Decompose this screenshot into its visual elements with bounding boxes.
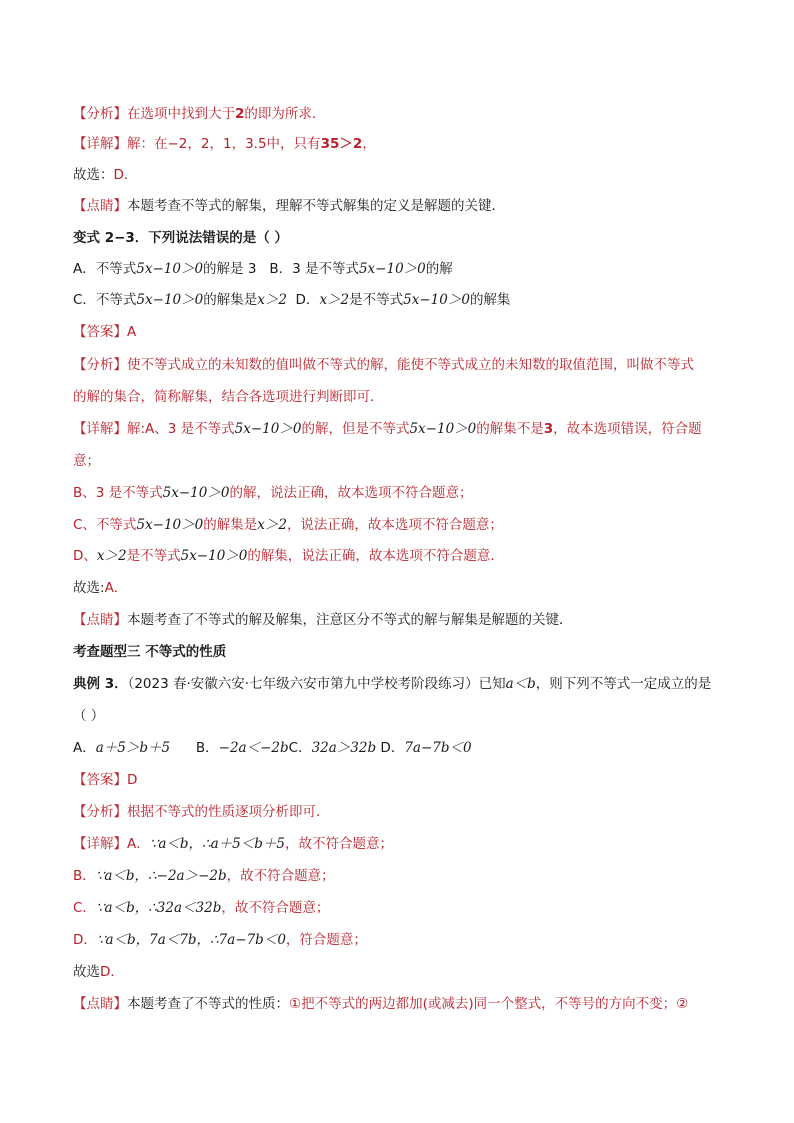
comment-line-3: 【点睛】本题考查了不等式的性质：①把不等式的两边都加(或减去)同一个整式，不等号的方向不变；②: [73, 996, 689, 1012]
example-stem: 典例 3．（2023 春·安徽六安·七年级六安市第九中学校考阶段练习）已知a＜b，则下列不等式一定成立的是: [73, 676, 712, 692]
choice-line: 故选：D．: [73, 167, 138, 183]
analysis-line: 【分析】在选项中找到大于2的即为所求．: [73, 106, 326, 122]
detail-line-a-cont: 意；: [73, 453, 100, 469]
answer-line: 【答案】A: [73, 324, 137, 340]
choice-line-3: 故选D．: [73, 964, 124, 980]
detail-line-3a: 【详解】A．∵a＜b，∴a＋5＜b＋5，故不符合题意；: [73, 836, 393, 852]
comment-tag: 【点睛】: [73, 198, 127, 214]
choice-line-2: 故选:A．: [73, 580, 128, 596]
detail-tag: 【详解】: [73, 136, 127, 152]
comment-line-2: 【点睛】本题考查了不等式的解及解集，注意区分不等式的解与解集是解题的关键．: [73, 612, 573, 628]
section-title: 考查题型三 不等式的性质: [73, 644, 227, 660]
detail-line-a: 【详解】解:A、3 是不等式5x−10＞0的解，但是不等式5x−10＞0的解集不是3，故本选项错误，符合题: [73, 421, 702, 437]
answer-line-3: 【答案】D: [73, 772, 138, 788]
detail-line-3b: B．∵a＜b，∴−2a＞−2b，故不符合题意；: [73, 868, 335, 884]
variant-title: 变式 2−3．下列说法错误的是（ ）: [73, 230, 288, 246]
comment-line: 【点睛】本题考查不等式的解集，理解不等式解集的定义是解题的关键．: [73, 198, 505, 214]
detail-line-3c: C．∵a＜b，∴32a＜32b，故不符合题意；: [73, 900, 330, 916]
detail-line-3d: D．∵a＜b，7a＜7b，∴7a−7b＜0，符合题意；: [73, 932, 367, 948]
variant-options-cd: C．不等式5x−10＞0的解集是x＞2 D．x＞2是不等式5x−10＞0的解集: [73, 292, 511, 308]
detail-line-b: B、3 是不等式5x−10＞0的解，说法正确，故本选项不符合题意；: [73, 485, 473, 501]
analysis-tag: 【分析】: [73, 106, 127, 122]
analysis-line-1: 【分析】使不等式成立的未知数的值叫做不等式的解，能使不等式成立的未知数的取值范围，叫做不等式: [73, 357, 694, 373]
variant-options-ab: A．不等式5x−10＞0的解是 3 B．3 是不等式5x−10＞0的解: [73, 261, 453, 277]
detail-line-d: D、x＞2是不等式5x−10＞0的解集，说法正确，故本选项不符合题意．: [73, 548, 504, 564]
analysis-line-2: 的解的集合，简称解集，结合各选项进行判断即可．: [73, 389, 384, 405]
detail-line: 【详解】解：在−2，2，1，3.5中，只有35＞2，: [73, 136, 376, 152]
detail-line-c: C、不等式5x−10＞0的解集是x＞2，说法正确，故本选项不符合题意；: [73, 517, 503, 533]
example-paren: （ ）: [73, 708, 105, 724]
example-options: A．a＋5＞b＋5 B．−2a＜−2bC．32a＞32b D．7a−7b＜0: [73, 740, 472, 756]
analysis-line-3: 【分析】根据不等式的性质逐项分析即可．: [73, 804, 330, 820]
